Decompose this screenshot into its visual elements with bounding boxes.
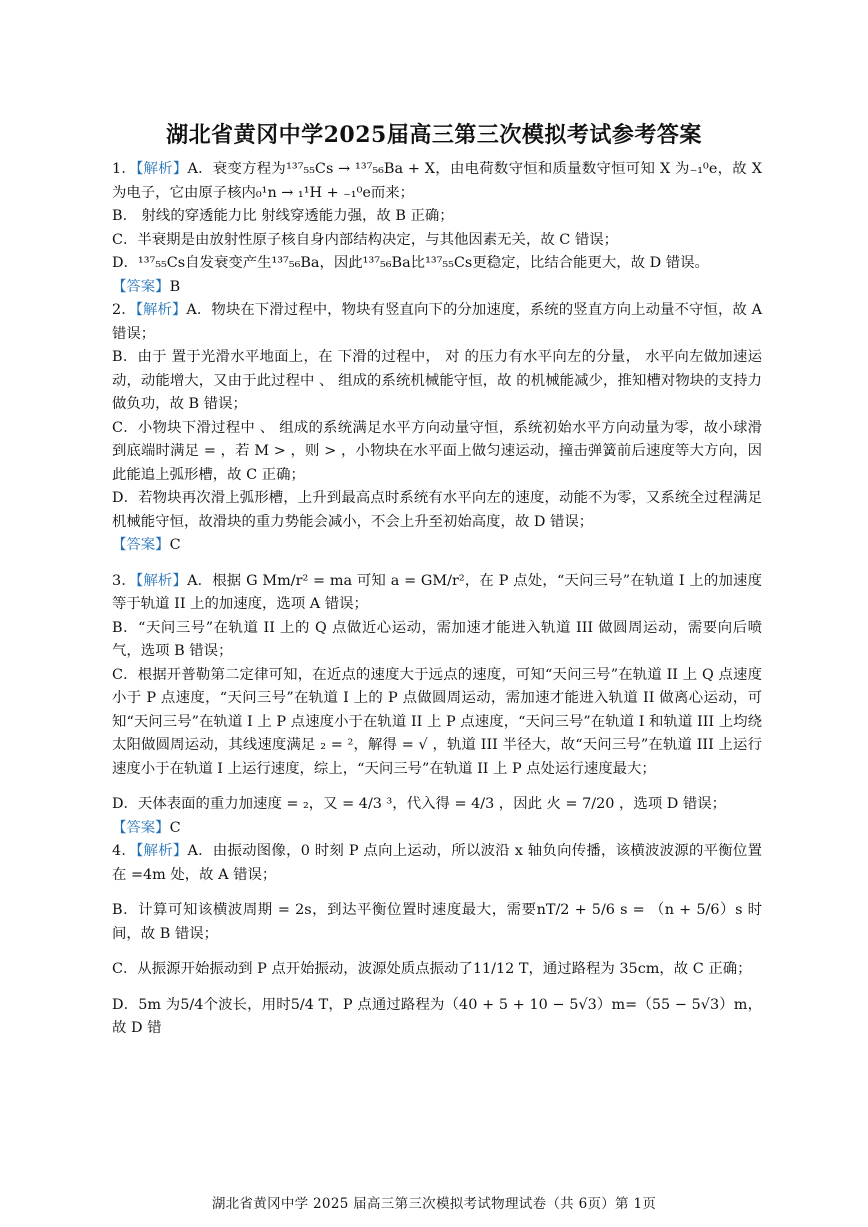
q4-option-d: D．5m 为5/4个波长，用时5/4 T，P 点通过路程为（40 + 5 + 10 − 5√3）m=（55 − 5√3）m，故 D 错 <box>112 996 762 1036</box>
answer-content <box>112 158 762 1041</box>
q1-number: 1． <box>112 161 137 177</box>
q4-option-b: B．计算可知该横波周期 = 2s，到达平衡位置时速度最大，需要nT/2 + 5/6 s = （n + 5/6）s 时间，故 B 错误； <box>112 902 762 942</box>
q2-option-a: A．物块在下滑过程中，物块有竖直向下的分加速度，系统的竖直方向上动量不守恒，故 A 错误； <box>112 302 762 342</box>
q2-line-a <box>112 299 762 346</box>
q4-analysis-tag: 【解析】 <box>136 843 188 859</box>
q3-answer-tag: 【答案】 <box>112 819 170 836</box>
page-footer: 湖北省黄冈中学 2025 届高三第三次模拟考试物理试卷（共 6页）第 1页 <box>211 1196 657 1212</box>
q3-answer-line <box>112 817 762 841</box>
q3-option-a: A．根据 G Mm/r² = ma 可知 a = GM/r²，在 P 点处，“天问三号”在轨道 I 上的加速度等于轨道 II 上的加速度，选项 A 错误； <box>112 572 763 612</box>
q1-option-a: A．衰变方程为¹³⁷₅₅Cs → ¹³⁷₅₆Ba + X，由电荷数守恒和质量数守恒可知 X 为₋₁⁰e，故 X 为电子，它由原子核内₀¹n → ₁¹H + ₋₁⁰e而来； <box>112 161 762 201</box>
q3-analysis-tag: 【解析】 <box>135 572 188 589</box>
q1-option-d: D．¹³⁷₅₅Cs自发衰变产生¹³⁷₅₆Ba，因此¹³⁷₅₆Ba比¹³⁷₅₅Cs更稳定，比结合能更大，故 D 错误。 <box>112 255 709 271</box>
q4-option-c: C．从振源开始振动到 P 点开始振动，波源处质点振动了11/12 T，通过路程为 35cm，故 C 正确； <box>112 961 752 977</box>
q3-number: 3． <box>112 572 136 589</box>
q2-answer-tag: 【答案】 <box>112 537 170 553</box>
q2-option-c: C．小物块下滑过程中 、 组成的系统满足水平方向动量守恒，系统初始水平方向动量为零，故小球滑到底端时满足 = ，若 M > ，则 > ，小物块在水平面上做匀速运动，撞击弹簧前后速度等大方向，因此能追上弧形槽，故 C 正确； <box>112 419 762 483</box>
q1-line-a <box>112 158 762 205</box>
q3-line-a <box>112 570 762 617</box>
q1-answer: B <box>169 278 181 295</box>
q4-number: 4． <box>112 843 137 859</box>
q2-number: 2． <box>112 302 136 318</box>
q1-answer-tag: 【答案】 <box>112 278 170 295</box>
q1-option-b: B． 射线的穿透能力比 射线穿透能力强，故 B 正确； <box>112 208 454 224</box>
q2-answer: C <box>169 537 181 553</box>
spacer <box>112 946 762 958</box>
q2-analysis-tag: 【解析】 <box>135 302 187 318</box>
q4-option-a: A．由振动图像，0 时刻 P 点向上运动，所以波沿 x 轴负向传播，该横波波源的平衡位置在 =4m 处，故 A 错误； <box>112 843 762 883</box>
q1-option-c: C．半衰期是由放射性原子核自身内部结构决定，与其他因素无关，故 C 错误； <box>112 231 619 248</box>
q2-option-b: B．由于 置于光滑水平地面上，在 下滑的过程中， 对 的压力有水平向左的分量， 水平向左做加速运动，动能增大，又由于此过程中 、 组成的系统机械能守恒，故 的机械能减少，推知槽对物块的支持力做负功，故 B 错误； <box>112 349 762 412</box>
q3-answer: C <box>169 819 181 836</box>
q4-line-a <box>112 840 762 887</box>
spacer <box>112 982 762 994</box>
q2-option-d: D．若物块再次滑上弧形槽，上升到最高点时系统有水平向左的速度，动能不为零，又系统全过程满足机械能守恒，故滑块的重力势能会减小，不会上升至初始高度，故 D 错误； <box>112 490 762 530</box>
q3-option-b: B．“天问三号”在轨道 II 上的 Q 点做近心运动，需加速才能进入轨道 III 做圆周运动，需要向后喷气，选项 B 错误； <box>112 619 762 659</box>
q2-answer-line <box>112 534 762 558</box>
spacer <box>112 781 762 793</box>
page-title: 湖北省黄冈中学2025届高三第三次模拟考试参考答案 <box>166 122 702 148</box>
q1-analysis-tag: 【解析】 <box>136 161 188 177</box>
spacer <box>112 887 762 899</box>
q3-option-c: C．根据开普勒第二定律可知，在近点的速度大于远点的速度，可知“天问三号”在轨道 II 上 Q 点速度小于 P 点速度，“天问三号”在轨道 I 上的 P 点做圆周运动，需加速才能进入轨道 II 做离心运动，可知“天问三号”在轨道 I 上 P 点速度小于在轨道 II 上 P 点速度，“天问三号”在轨道 I 和轨道 III 上均绕太阳做圆周运动，其线速度满足 ₂ = ²，解得 = √ ，轨道 III 半径大，故“天问三号”在轨道 III 上运行速度小于在轨道 I 上运行速度，综上，“天问三号”在轨道 II 上 P 点处运行速度最大； <box>112 666 762 777</box>
q3-option-d: D．天体表面的重力加速度 = ₂，又 = 4/3 ³，代入得 = 4/3 ，因此 火 = 7/20 ，选项 D 错误； <box>112 796 727 812</box>
q1-answer-line <box>112 276 762 300</box>
spacer <box>112 558 762 570</box>
